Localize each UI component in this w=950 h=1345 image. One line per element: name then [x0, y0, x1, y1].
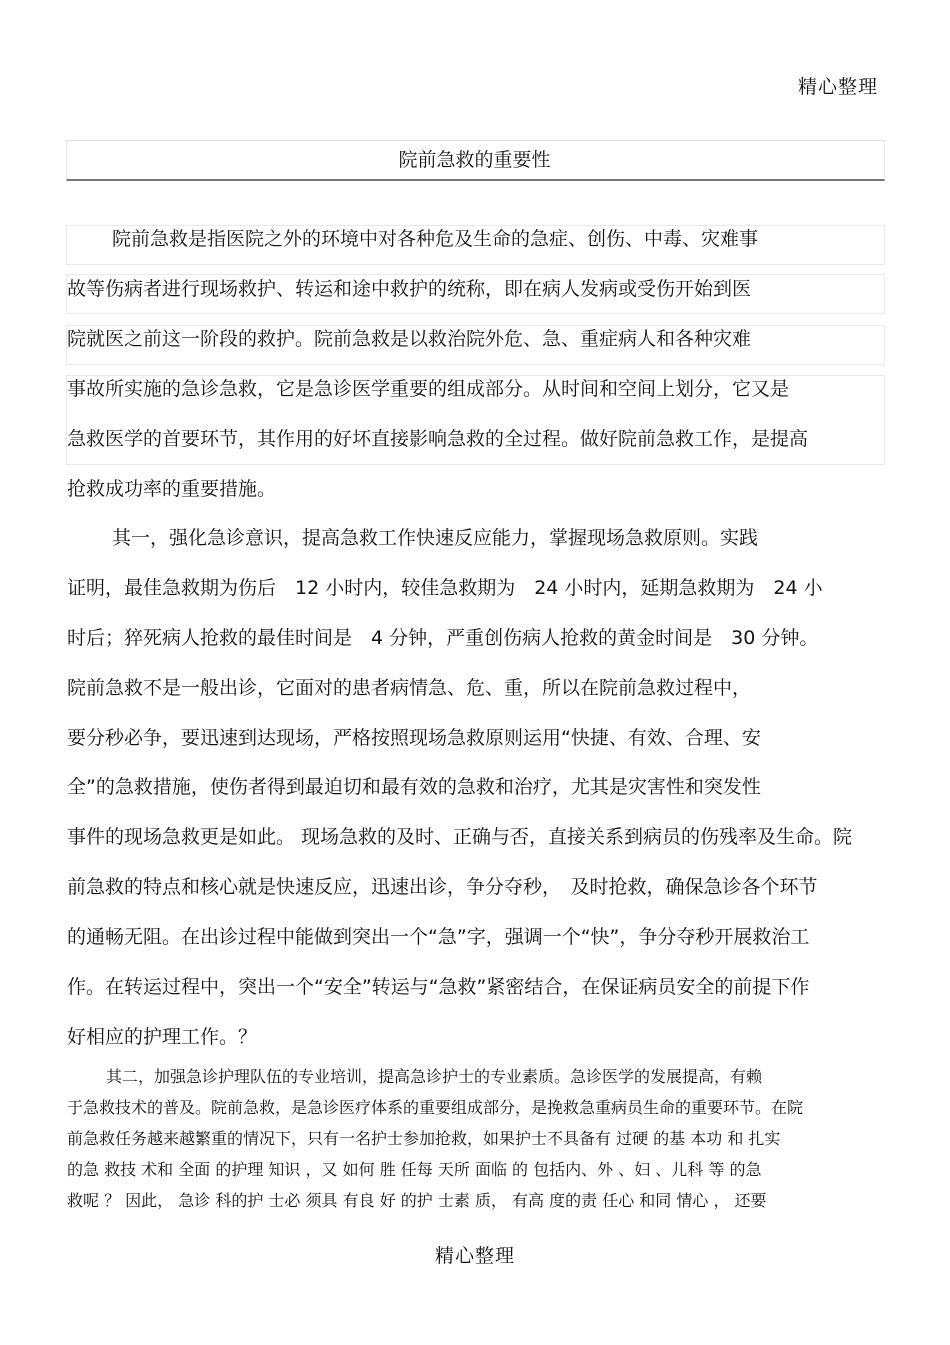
paragraph2-line: 作。在转运过程中，突出一个“安全”转运与“急救”紧密结合，在保证病员安全的前提下作 [67, 976, 810, 998]
paragraph3-line: 救呢 ？ 因此， 急诊 科的护 士必 须具 有良 好 的护 士素 质， 有高 度的责 任心 和同 情心 ， 还要 [67, 1191, 767, 1210]
paragraph2-line: 其一，强化急诊意识，提高急救工作快速反应能力，掌握现场急救原则。实践 [112, 527, 759, 549]
paragraph2-line: 时后；猝死病人抢救的最佳时间是 4 分钟，严重创伤病人抢救的黄金时间是 30 分钟。 [67, 627, 819, 649]
header-watermark-text: 精心整理 [797, 76, 878, 98]
paragraph1-line: 院就医之前这一阶段的救护。院前急救是以救治院外危、急、重症病人和各种灾难 [67, 328, 752, 350]
paragraph3-line: 于急救技术的普及。院前急救，是急诊医疗体系的重要组成部分，是挽救急重病员生命的重要环节。在院 [67, 1098, 804, 1117]
paragraph2-line: 好相应的护理工作。？ [67, 1026, 258, 1048]
paragraph3-line: 的急 救技 术和 全面 的护理 知识 ，又 如何 胜 任每 天所 面临 的 包括内、外 、妇 、儿科 等 的急 [67, 1160, 762, 1179]
paragraph1-line: 故等伤病者进行现场救护、转运和途中救护的统称，即在病人发病或受伤开始到医 [67, 278, 752, 300]
page-title: 院前急救的重要性 [398, 149, 551, 171]
paragraph1-line: 事故所实施的急诊急救，它是急诊医学重要的组成部分。从时间和空间上划分，它又是 [67, 378, 790, 400]
paragraph2-line: 前急救的特点和核心就是快速反应，迅速出诊，争分夺秒， 及时抢救，确保急诊各个环节 [67, 876, 818, 898]
paragraph2-line: 全”的急救措施，使伤者得到最迫切和最有效的急救和治疗，尤其是灾害性和突发性 [67, 776, 761, 798]
paragraph2-line: 证明，最佳急救期为伤后 12 小时内，较佳急救期为 24 小时内，延期急救期为 24 小 [67, 577, 823, 599]
paragraph2-line: 的通畅无阻。在出诊过程中能做到突出一个“急”字，强调一个“快”，争分夺秒开展救治工 [67, 926, 810, 948]
paragraph2-line: 事件的现场急救更是如此。 现场急救的及时、正确与否，直接关系到病员的伤残率及生命。院 [67, 826, 853, 848]
paragraph3-line: 前急救任务越来越繁重的情况下，只有一名护士参加抢救，如果护士不具备有 过硬 的基 本功 和 扎实 [67, 1129, 781, 1148]
footer-watermark-text: 精心整理 [434, 1245, 515, 1267]
paragraph2-line: 院前急救不是一般出诊，它面对的患者病情急、危、重，所以在院前急救过程中， [67, 677, 752, 699]
paragraph1-line: 急救医学的首要环节，其作用的好坏直接影响急救的全过程。做好院前急救工作，是提高 [67, 428, 809, 450]
paragraph2-line: 要分秒必争，要迅速到达现场，严格按照现场急救原则运用“快捷、有效、合理、安 [67, 727, 761, 749]
paragraph1-line: 抢救成功率的重要措施。 [67, 478, 277, 500]
paragraph3-line: 其二，加强急诊护理队伍的专业培训，提高急诊护士的专业素质。急诊医学的发展提高，有赖 [106, 1067, 763, 1086]
paragraph1-line: 院前急救是指医院之外的环境中对各种危及生命的急症、创伤、中毒、灾难事 [112, 228, 759, 250]
